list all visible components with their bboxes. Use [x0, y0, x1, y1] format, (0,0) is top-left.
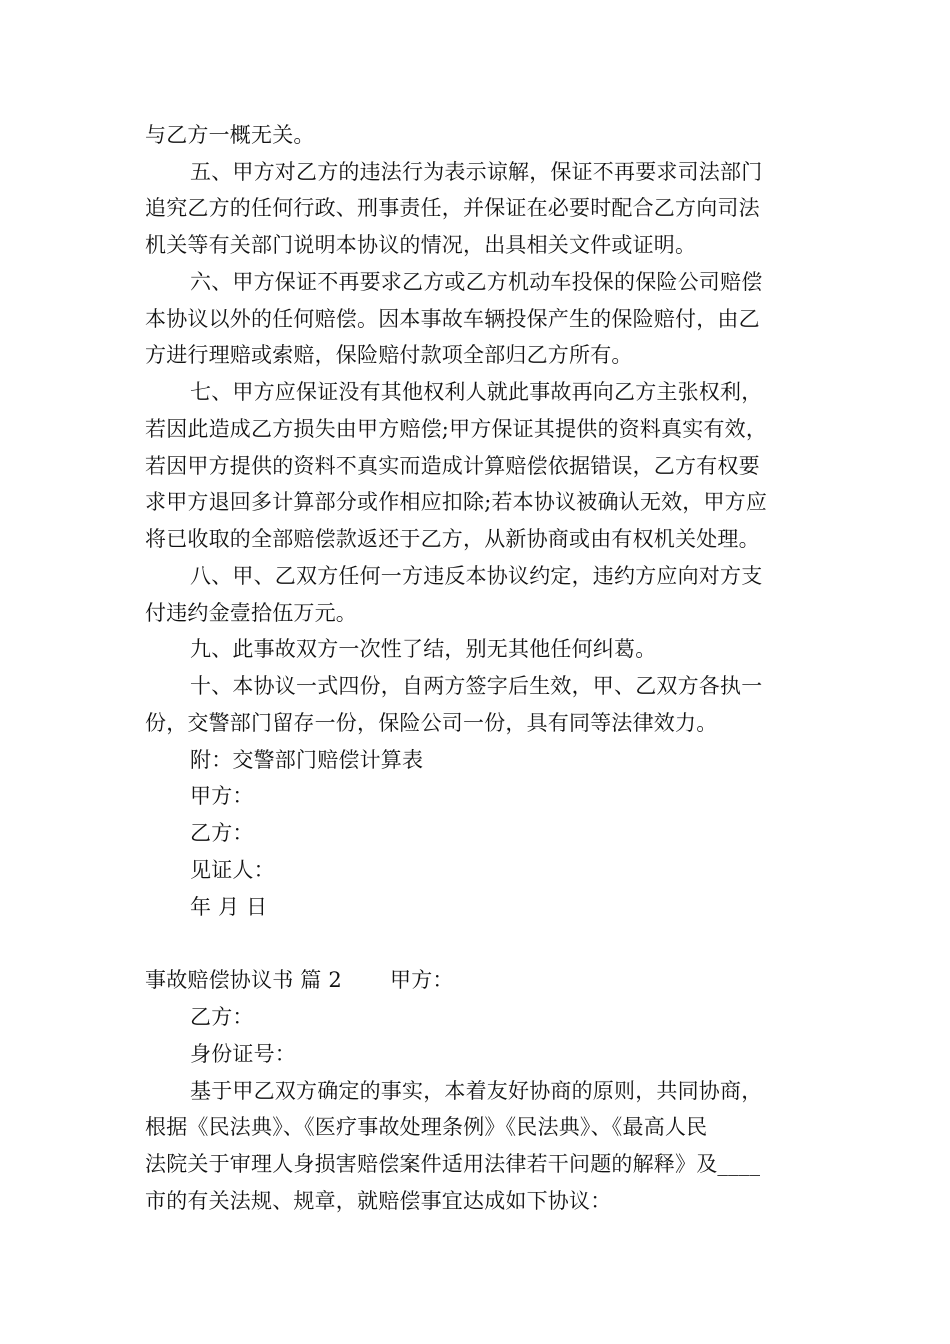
paragraph-line: 基于甲乙双方确定的事实，本着友好协商的原则，共同协商， — [190, 1079, 763, 1103]
paragraph-line: 十、本协议一式四份，自两方签字后生效，甲、乙双方各执一 — [190, 674, 763, 698]
paragraph-line: 方进行理赔或索赔，保险赔付款项全部归乙方所有。 — [145, 343, 633, 367]
paragraph-line: 乙方： — [190, 1005, 254, 1029]
paragraph-line: 九、此事故双方一次性了结，别无其他任何纠葛。 — [190, 637, 657, 661]
signature-party-b: 乙方： — [190, 821, 254, 845]
section-party-a: 甲方： — [390, 968, 454, 992]
section-title: 事故赔偿协议书 篇 2 — [145, 968, 342, 992]
paragraph-line: 求甲方退回多计算部分或作相应扣除;若本协议被确认无效，甲方应 — [145, 490, 768, 514]
signature-date: 年 月 日 — [190, 895, 268, 919]
paragraph-line: 市的有关法规、规章，就赔偿事宜达成如下协议： — [145, 1189, 612, 1213]
paragraph-line: 本协议以外的任何赔偿。因本事故车辆投保产生的保险赔付，由乙 — [145, 307, 760, 331]
signature-party-a: 甲方： — [190, 784, 254, 808]
paragraph-line: 将已收取的全部赔偿款返还于乙方，从新协商或由有权机关处理。 — [145, 527, 760, 551]
paragraph-line: 根据《民法典》、《医疗事故处理条例》《民法典》、《最高人民 — [145, 1115, 708, 1139]
paragraph-line: 八、甲、乙双方任何一方违反本协议约定，违约方应向对方支 — [190, 564, 763, 588]
paragraph-line: 六、甲方保证不再要求乙方或乙方机动车投保的保险公司赔偿 — [190, 270, 763, 294]
paragraph-line: 若因甲方提供的资料不真实而造成计算赔偿依据错误，乙方有权要 — [145, 454, 760, 478]
signature-witness: 见证人： — [190, 858, 275, 882]
paragraph-line: 份，交警部门留存一份，保险公司一份，具有同等法律效力。 — [145, 711, 718, 735]
paragraph-line: 与乙方一概无关。 — [145, 123, 315, 147]
paragraph-line: 七、甲方应保证没有其他权利人就此事故再向乙方主张权利， — [190, 380, 763, 404]
paragraph-line: 追究乙方的任何行政、刑事责任，并保证在必要时配合乙方向司法 — [145, 196, 760, 220]
paragraph-line: 若因此造成乙方损失由甲方赔偿;甲方保证其提供的资料真实有效， — [145, 417, 768, 441]
paragraph-line: 五、甲方对乙方的违法行为表示谅解，保证不再要求司法部门 — [190, 160, 763, 184]
paragraph-line: 付违约金壹拾伍万元。 — [145, 601, 357, 625]
paragraph-line: 机关等有关部门说明本协议的情况，出具相关文件或证明。 — [145, 233, 697, 257]
paragraph-line: 法院关于审理人身损害赔偿案件适用法律若干问题的解释》及____ — [145, 1152, 761, 1176]
attachment-line: 附：交警部门赔偿计算表 — [190, 748, 424, 772]
paragraph-line: 身份证号： — [190, 1042, 296, 1066]
section-heading-row — [145, 965, 454, 995]
